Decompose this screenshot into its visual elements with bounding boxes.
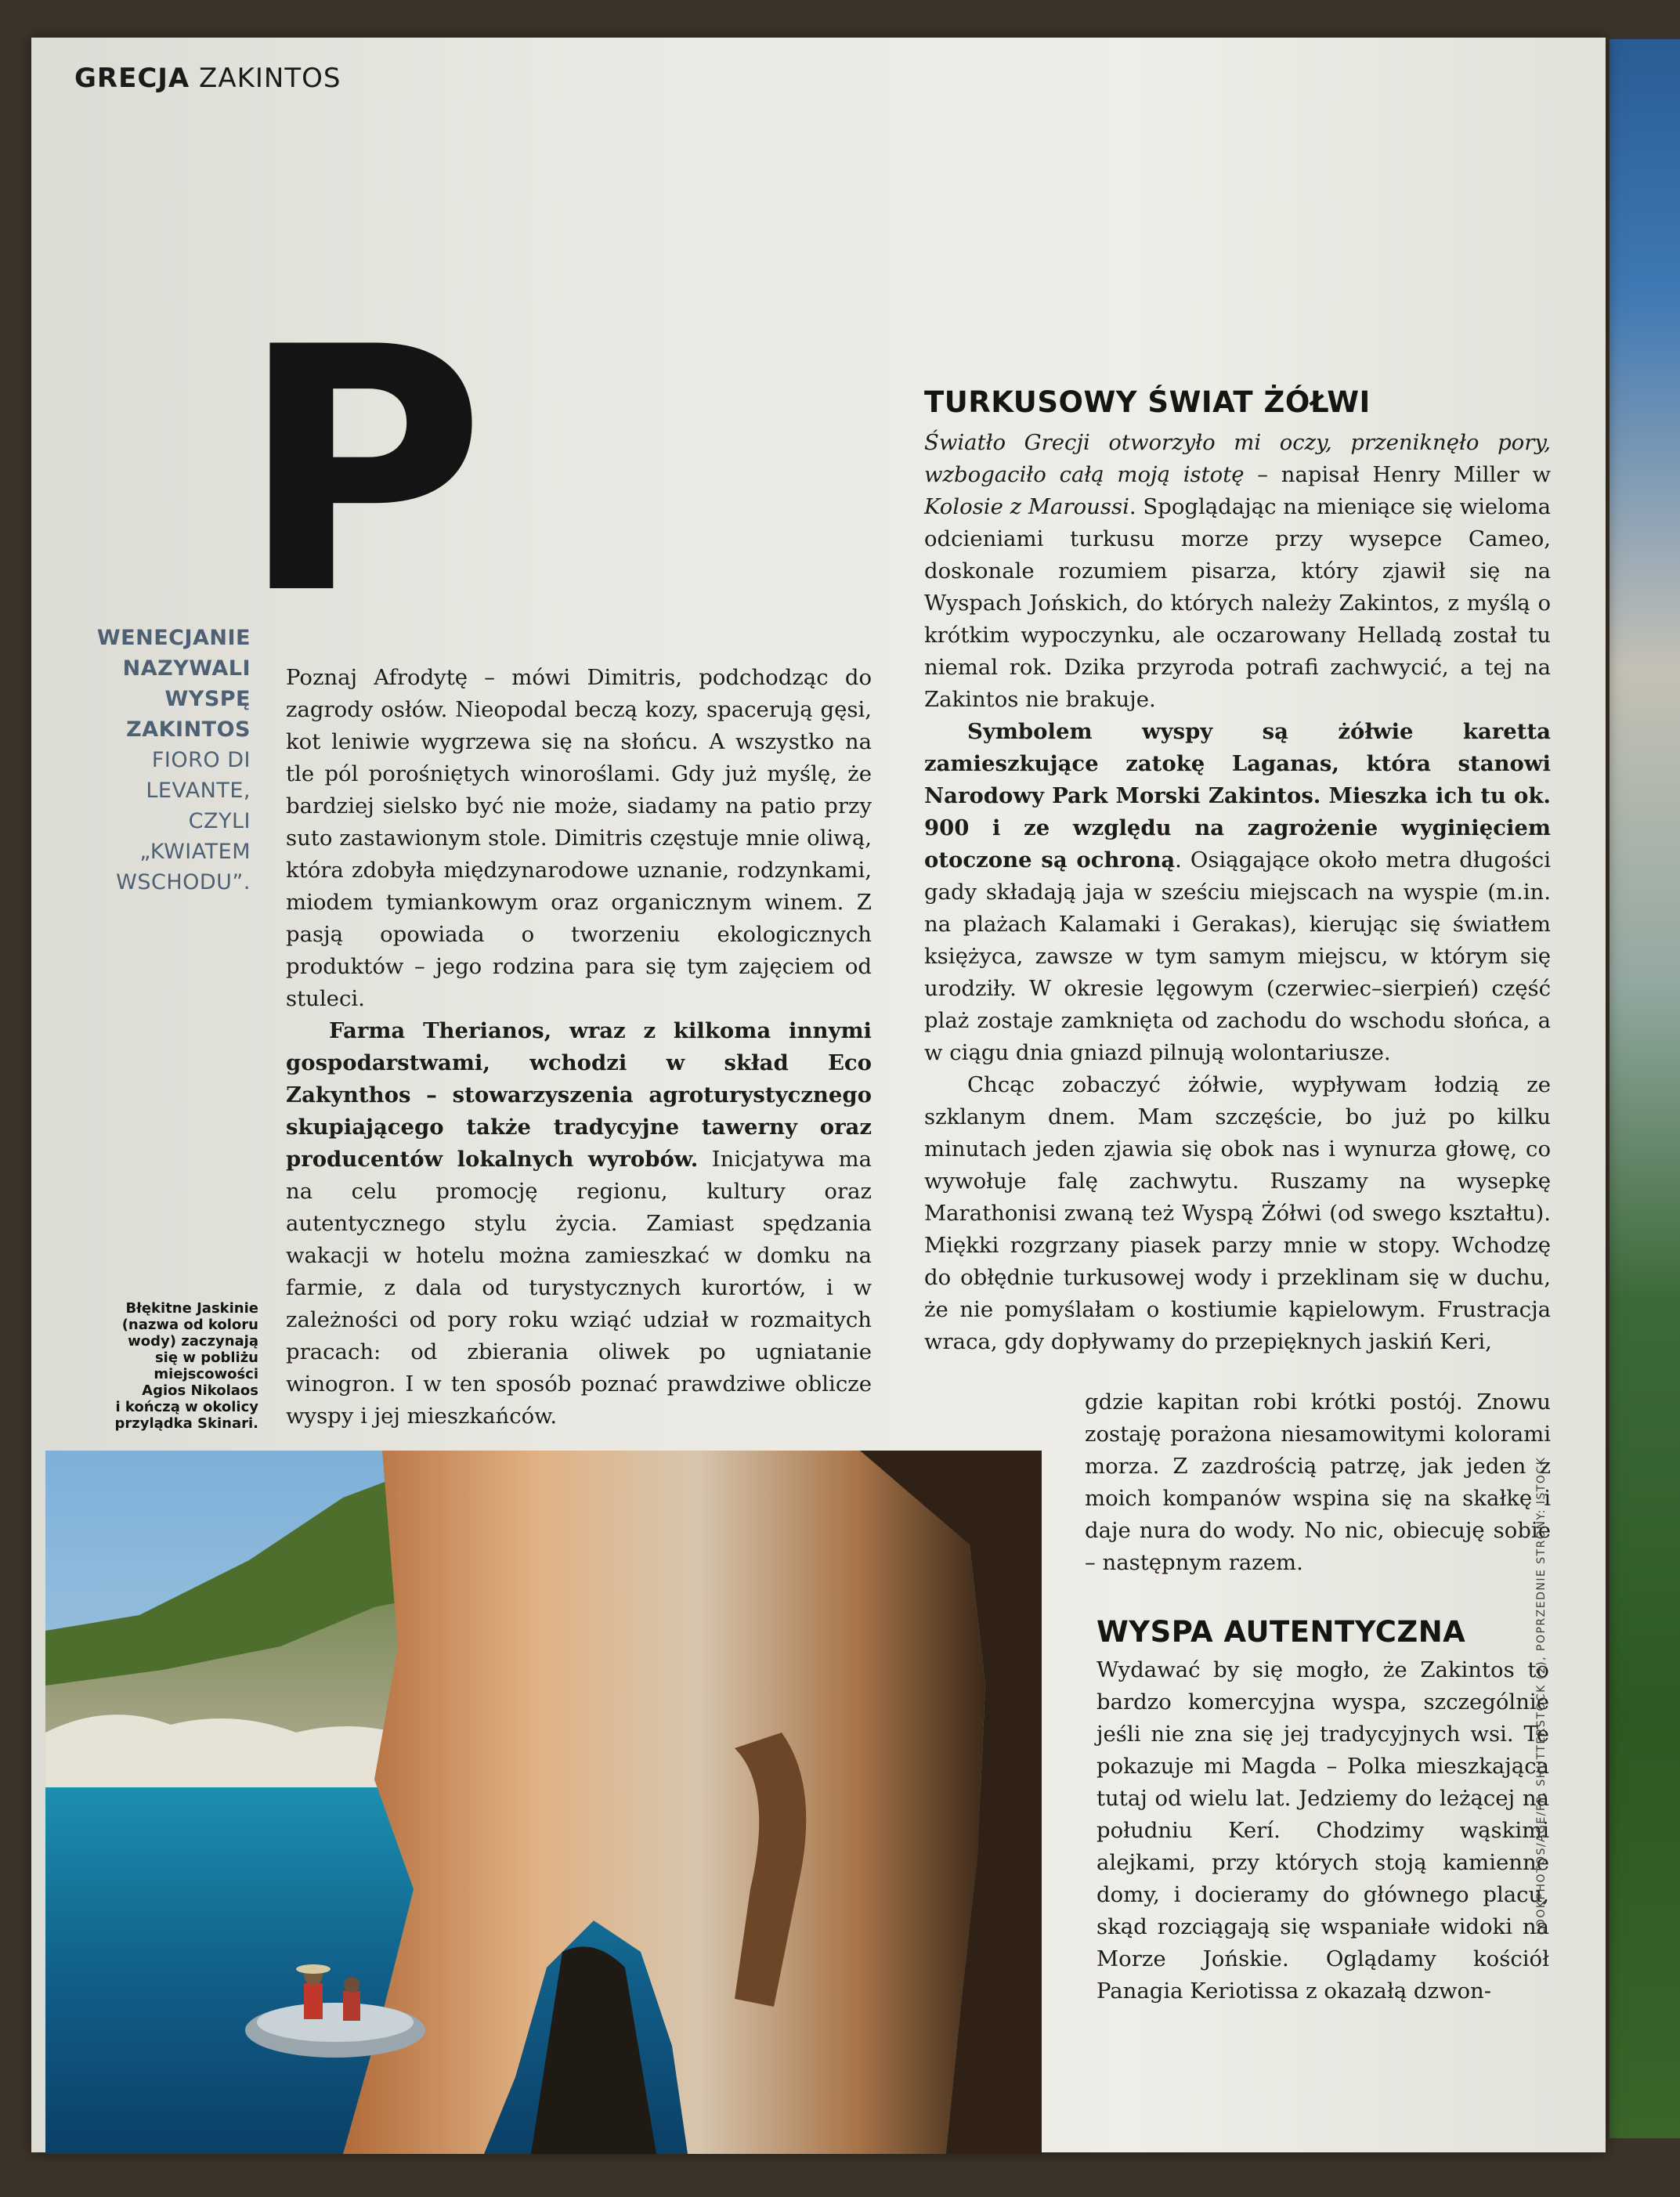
side-quote-line: WYSPĘ [164,687,251,711]
caption-line: przylądka Skinari. [114,1415,258,1432]
caption-line: wody) zaczynają [128,1333,258,1350]
paragraph: Chcąc zobaczyć żółwie, wypływam łodzią ze szklanym dnem. Mam szczęście, bo już po kilku minutach jeden zjawia się obok nas i wynurza głowę, co wywołuje falę zachwytu. Ruszamy na wysepkę Marathonisi zwaną też Wyspą Żółwi (od swego kształtu). Miękki rozgrzany piasek parzy mnie w stopy. Wchodzę do obłędnie turkusowej wody i przeklinam się w duchu, że nie pomyślałam o kostiumie kąpielowym. Frustracja wraca, gdy dopływamy do przepięknych jaskiń Keri, [924,1072,1551,1354]
paragraph-lead: Symbolem wyspy są żółwie karetta zamieszkujące zatokę Laganas, która stanowi Narodowy Park Morski Zakintos. Mieszka ich tu ok. 900 i ze względu na zagrożenie wyginięciem otoczone są ochroną [924,719,1551,873]
side-quote-line: WENECJANIE [96,626,251,650]
drop-cap: P [239,276,486,668]
side-quote-line: WSCHODU”. [116,870,251,894]
header-region: ZAKINTOS [199,63,341,94]
paragraph: Poznaj Afrodytę – mówi Dimitris, podchodząc do zagrody osłów. Nieopodal beczą kozy, spacerują gęsi, kot leniwie wygrzewa się na słońcu. A wszystko na tle pól porośniętych winoroślami. Gdy już myślę, że bardziej sielsko być nie może, siadamy na patio przy suto zastawionym stole. Dimitris częstuje mnie oliwą, która zdobyła międzynarodowe uznanie, rodzynkami, miodem tymiankowym oraz organicznym winem. Z pasją opowiada o tworzeniu ekologicznych produktów – jego rodzina para się tym zajęciem od stuleci. [286,665,872,1011]
paragraph: Wydawać by się mogło, że Zakintos to bardzo komercyjna wyspa, szczególnie jeśli nie zna się jej tradycyjnych wsi. Te pokazuje mi Magda – Polka mieszkająca tutaj od wielu lat. Jedziemy do leżącej na południu Kerí. Chodzimy wąskimi alejkami, przy których stoją kamienne domy, i docieramy do głównego placu, skąd rozciągają się wspaniałe widoki na Morze Jońskie. Oglądamy kościół Panagia Keriotissa z okazałą dzwon- [1097,1657,1549,2004]
paragraph-text: . Osiągające około metra długości gady składają jaja w sześciu miejscach na wyspie (m.in. na plażach Kalamaki i Gerakas), kierując się światłem księżyca, zawsze w tym samym miejscu, w którym się urodziły. W okresie lęgowym (czerwiec–sierpień) część plaż zostaje zamknięta od zachodu do wschodu słońca, a w ciągu dnia gniazd pilnują wolontariusze. [924,847,1551,1065]
paragraph [924,716,1551,1069]
caption-line: Błękitne Jaskinie [125,1300,258,1317]
photo-credit: LOOKPHOTOS/AGE/FP, SHUTTERSTOCK (2), POPRZEDNIE STRONY: ISTOCK [1535,1456,1548,1935]
next-page-edge [1610,39,1680,2138]
page-header [74,63,341,94]
paragraph-text: Inicjatywa ma na celu promocję regionu, kultury oraz autentycznego stylu życia. Zamiast spędzania wakacji w hotelu można zamieszkać w domku na farmie, z dala od turystycznych kurortów, i w zależności od pory roku wziąć udział w rozmaitych pracach: od zbierania oliwek po ugniatanie winogron. I w ten sposób poznać prawdziwe oblicze wyspy i jej mieszkańców. [286,1147,872,1429]
section-heading-authentic: WYSPA AUTENTYCZNA [1097,1615,1466,1649]
quote-italic: Światło Grecji otworzyło mi oczy, przeniknęło pory, wzbogaciło całą moją istotę [924,430,1551,487]
caption-line: się w pobliżu [154,1350,258,1366]
side-quote-line: LEVANTE, [146,779,251,803]
side-quote [59,623,251,898]
article-column-2 [924,427,1551,1358]
caption-line: miejscowości [154,1366,258,1382]
caption-line: Agios Nikolaos [142,1382,258,1399]
side-quote-line: FIORO DI [151,748,251,772]
paragraph: gdzie kapitan robi krótki postój. Znowu zostaję porażona niesamowitymi kolorami morza. Z zazdrością patrzę, jak jeden z moich kompanów wspina się na skałkę i daje nura do wody. No nic, obiecuję sobie – następnym razem. [1085,1389,1551,1575]
photo-caption [59,1300,258,1432]
side-quote-line: NAZYWALI [122,656,251,681]
book-title: Kolosie z Maroussi [924,494,1129,519]
side-quote-line: „KWIATEM [139,840,251,864]
side-quote-line: CZYLI [188,809,251,833]
caption-line: i kończą w okolicy [115,1399,258,1415]
article-column-2-continued [1085,1386,1551,1579]
photo-illustration [45,1451,1042,2154]
side-quote-line: ZAKINTOS [126,717,251,742]
paragraph-text: – napisał Henry Miller w [1244,462,1551,487]
section-heading-turtles: TURKUSOWY ŚWIAT ŻÓŁWI [924,385,1371,419]
header-country: GRECJA [74,63,190,94]
paragraph-text: . Spoglądając na mieniące się wieloma odcieniami turkusu morze przy wysepce Cameo, doskonale rozumiem pisarza, który zjawił się na Wyspach Jońskich, do których należy Zakintos, z myślą o krótkim wypoczynku, ale oczarowany Helladą został tu niemal rok. Dzika przyroda potrafi zachwycić, a tej na Zakintos nie brakuje. [924,494,1551,712]
photo-blue-caves [45,1451,1042,2154]
paragraph-lead: Farma Therianos, wraz z kilkoma innymi gospodarstwami, wchodzi w skład Eco Zakynthos – stowarzyszenia agroturystycznego skupiającego także tradycyjne tawerny oraz producentów lokalnych wyrobów. [286,1018,872,1172]
paragraph [286,1015,872,1433]
article-column-3 [1097,1654,1549,2007]
caption-line: (nazwa od koloru [121,1317,258,1333]
article-column-1 [286,662,872,1433]
paragraph [924,427,1551,716]
